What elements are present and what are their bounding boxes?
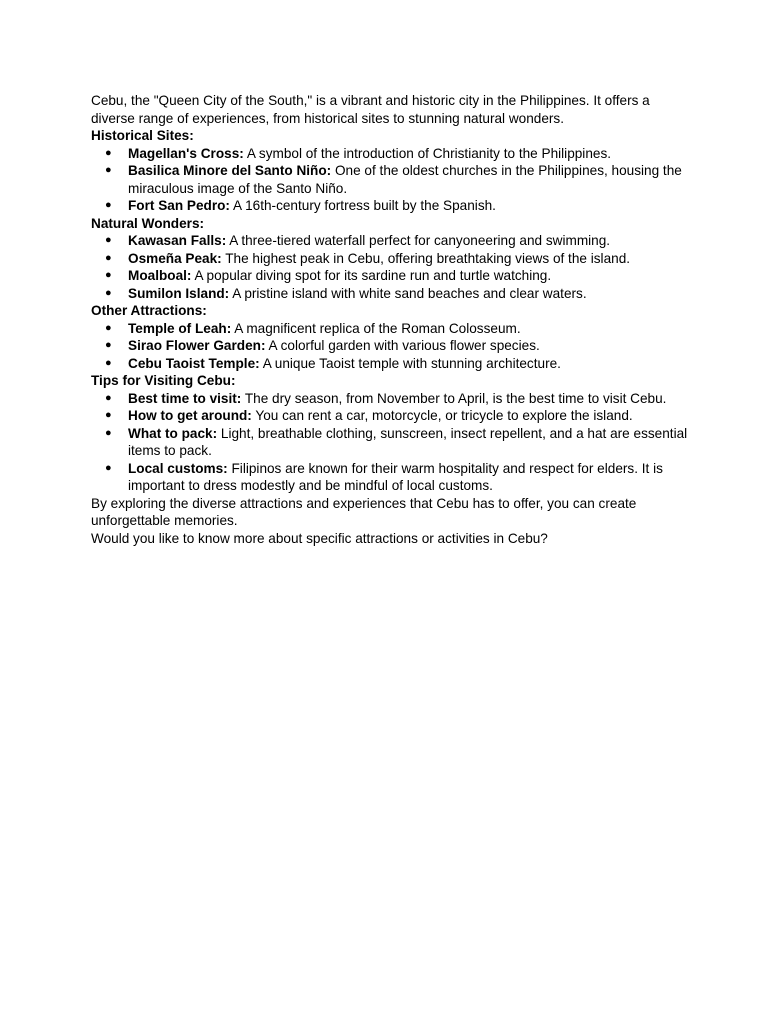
item-description: A pristine island with white sand beaches and clear waters. <box>229 285 587 301</box>
intro-paragraph: Cebu, the "Queen City of the South," is a vibrant and historic city in the Philippines. It offers a diverse range of experiences, from historical sites to stunning natural wonders. <box>91 93 650 126</box>
item-description: A three-tiered waterfall perfect for canyoneering and swimming. <box>226 233 611 248</box>
bullet-icon: ● <box>105 146 112 159</box>
bullet-icon: ● <box>105 356 112 369</box>
item-description: A symbol of the introduction of Christianity to the Philippines. <box>243 145 612 161</box>
list-item <box>91 407 691 425</box>
item-term: Osmeña Peak: <box>128 250 222 266</box>
bullet-icon: ● <box>105 234 112 246</box>
item-term: Sirao Flower Garden: <box>128 338 266 353</box>
bullet-icon: ● <box>105 321 112 334</box>
item-description: A 16th-century fortress built by the Spanish. <box>229 198 496 213</box>
item-description: A colorful garden with various flower species. <box>265 338 540 353</box>
list-item <box>91 232 691 250</box>
bullet-icon: ● <box>105 269 112 281</box>
list-item <box>91 320 691 338</box>
document-page <box>91 92 691 547</box>
list-item <box>91 197 691 215</box>
item-term: Local customs: <box>128 460 228 476</box>
list-item <box>91 267 691 285</box>
item-term: What to pack: <box>128 425 218 441</box>
bullet-list <box>91 232 691 302</box>
closing-paragraph: By exploring the diverse attractions and experiences that Cebu has to offer, you can create unforgettable memories. <box>91 495 637 528</box>
item-description: Light, breathable clothing, sunscreen, insect repellent, and a hat are essential items to pack. <box>128 425 688 458</box>
list-item <box>91 250 691 268</box>
bullet-list <box>91 145 691 215</box>
bullet-icon: ● <box>105 199 112 211</box>
list-item <box>91 337 691 355</box>
list-item <box>91 460 691 495</box>
list-item <box>91 145 691 163</box>
bullet-icon: ● <box>105 286 112 299</box>
item-term: Cebu Taoist Temple: <box>128 355 260 371</box>
list-item <box>91 390 691 408</box>
sections-container <box>91 127 691 495</box>
item-term: Basilica Minore del Santo Niño: <box>128 163 332 178</box>
bullet-icon: ● <box>105 409 112 421</box>
item-term: How to get around: <box>128 408 252 423</box>
follow-up-question: Would you like to know more about specific attractions or activities in Cebu? <box>91 530 548 546</box>
bullet-list <box>91 320 691 373</box>
item-description: The highest peak in Cebu, offering breathtaking views of the island. <box>221 250 631 266</box>
item-description: Filipinos are known for their warm hospitality and respect for elders. It is important to dress modestly and be mindful of local customs. <box>128 460 663 493</box>
list-item <box>91 425 691 460</box>
bullet-icon: ● <box>105 461 112 474</box>
item-description: The dry season, from November to April, is the best time to visit Cebu. <box>241 390 667 406</box>
list-item <box>91 285 691 303</box>
section-heading: Historical Sites: <box>91 128 194 143</box>
item-term: Moalboal: <box>128 268 192 283</box>
list-item <box>91 355 691 373</box>
item-description: A magnificent replica of the Roman Colosseum. <box>231 320 521 336</box>
bullet-icon: ● <box>105 339 112 351</box>
bullet-list <box>91 390 691 495</box>
item-description: One of the oldest churches in the Philippines, housing the miraculous image of the Santo Niño. <box>128 163 682 196</box>
item-description: A unique Taoist temple with stunning architecture. <box>259 355 561 371</box>
item-term: Magellan's Cross: <box>128 145 244 161</box>
item-term: Fort San Pedro: <box>128 198 230 213</box>
item-description: A popular diving spot for its sardine run and turtle watching. <box>191 268 552 283</box>
bullet-icon: ● <box>105 164 112 176</box>
section-heading: Natural Wonders: <box>91 215 205 231</box>
item-term: Best time to visit: <box>128 390 242 406</box>
item-term: Temple of Leah: <box>128 320 232 336</box>
item-description: You can rent a car, motorcycle, or tricycle to explore the island. <box>251 408 633 423</box>
list-item <box>91 162 691 197</box>
item-term: Sumilon Island: <box>128 285 230 301</box>
section-heading: Tips for Visiting Cebu: <box>91 373 236 388</box>
item-term: Kawasan Falls: <box>128 233 227 248</box>
bullet-icon: ● <box>105 391 112 404</box>
bullet-icon: ● <box>105 251 112 264</box>
section-heading: Other Attractions: <box>91 303 207 318</box>
bullet-icon: ● <box>105 426 112 439</box>
